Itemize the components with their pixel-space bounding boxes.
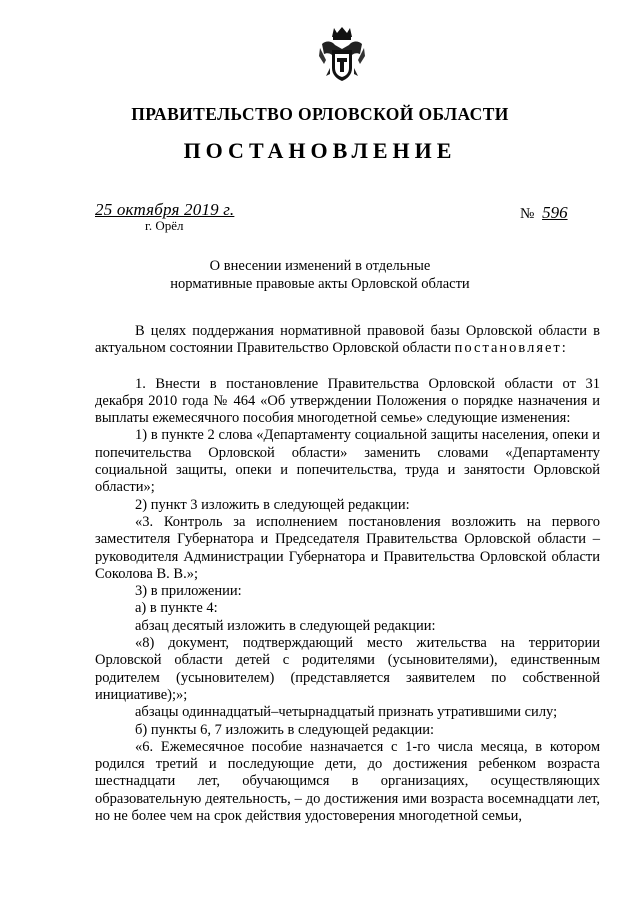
government-title: ПРАВИТЕЛЬСТВО ОРЛОВСКОЙ ОБЛАСТИ <box>131 104 509 124</box>
paragraph-7: абзац десятый изложить в следующей редакции: <box>135 617 436 634</box>
resolves-word: постановляет: <box>454 340 568 357</box>
document-date: 25 октября 2019 г. <box>95 200 235 219</box>
document-body <box>95 323 600 825</box>
document-type-title: ПОСТАНОВЛЕНИЕ <box>183 138 457 163</box>
preamble-paragraph <box>95 323 600 358</box>
coat-of-arms-icon <box>316 24 368 84</box>
paragraph-3: 2) пункт 3 изложить в следующей редакции: <box>135 496 410 513</box>
number-label: № <box>520 206 535 222</box>
preamble-text: В целях поддержания нормативной правовой базы Орловской области в актуальном состоянии Правительство Орловской области <box>95 323 600 357</box>
paragraph-8: «8) документ, подтверждающий место жительства на территории Орловской области детей с родителями (усыновителями), единственным родителем (усыновителем) (представляется заявителем по собственной инициативе);»; <box>95 635 600 703</box>
paragraph-2: 1) в пункте 2 слова «Департаменту социальной защиты населения, опеки и попечительства Орловской области» заменить словами «Департаменту социальной защиты, опеки и попечительства, труда и занятости Орловской области»; <box>95 427 600 496</box>
paragraph-5: 3) в приложении: <box>135 583 242 600</box>
document-number <box>520 203 594 223</box>
document-city: г. Орёл <box>145 218 184 233</box>
subject-line-1: О внесении изменений в отдельные <box>209 258 431 274</box>
subject-line-2: нормативные правовые акты Орловской области <box>170 276 470 292</box>
paragraph-4: «3. Контроль за исполнением постановления возложить на первого заместителя Губернатора и Председателя Правительства Орловской области – руководителя Администрации Губернатора и Правительства Орловской области Соколова В. В.»; <box>95 513 600 582</box>
document-subject <box>0 257 640 293</box>
number-value: 596 <box>542 203 568 222</box>
paragraph-6: а) в пункте 4: <box>135 600 218 617</box>
paragraph-9: абзацы одиннадцатый–четырнадцатый признать утратившими силу; <box>135 704 558 721</box>
paragraph-11: «6. Ежемесячное пособие назначается с 1-го числа месяца, в котором родился третий и последующие дети, до достижения ребенком возраста шестнадцати лет, обучающимся в организациях, осуществляющих образовательную деятельность, – до достижения ими возраста восемнадцати лет, но не более чем на срок действия удостоверения многодетной семьи, <box>95 738 600 825</box>
paragraph-1: 1. Внести в постановление Правительства Орловской области от 31 декабря 2010 года № 464 «Об утверждении Положения о порядке назначения и выплаты ежемесячного пособия многодетной семье» следующие изменения: <box>95 375 600 427</box>
paragraph-10: б) пункты 6, 7 изложить в следующей редакции: <box>135 721 434 738</box>
